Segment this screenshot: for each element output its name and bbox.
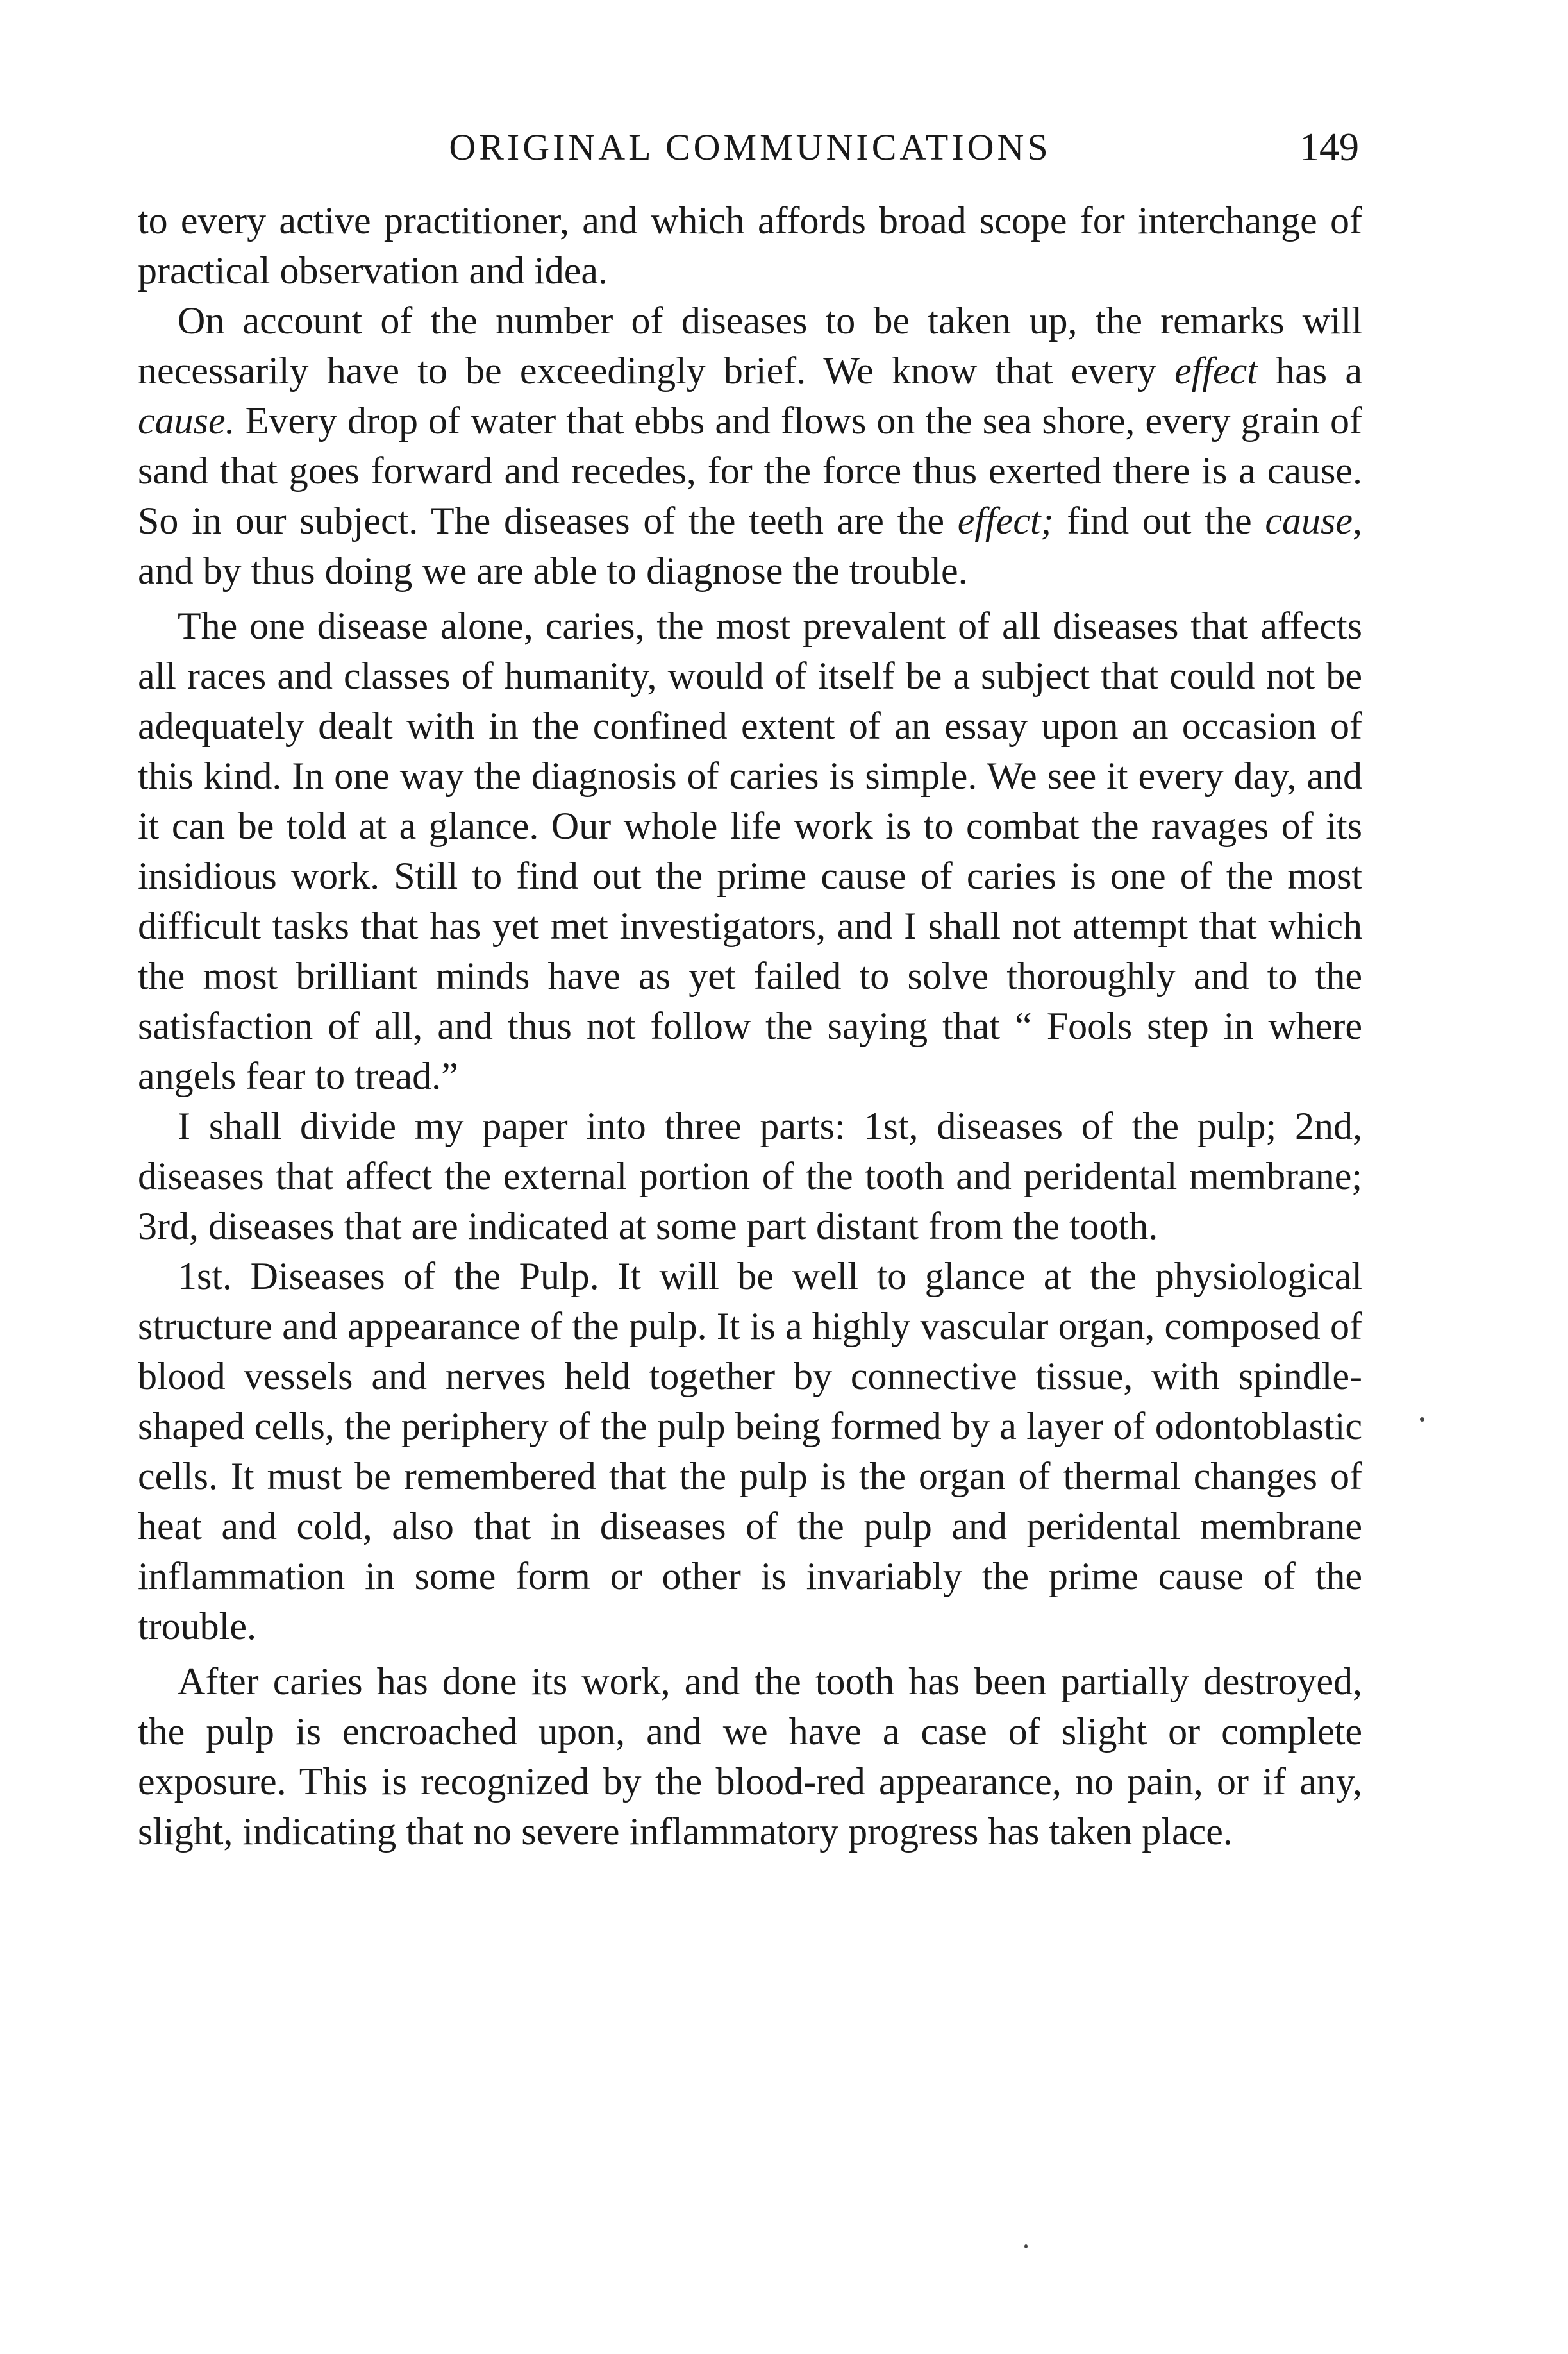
paragraph [138,601,1362,1101]
paragraph [138,1101,1362,1251]
text-run: After caries has done its work, and the tooth has been partially destroyed, the pulp is encroached upon, and we have a case of slight or complete exposure. This is recognized by the blood-red appearance, no pain, or if any, slight, indicating that no severe inflammatory progress has taken place. [138,1660,1362,1853]
italic-text: cause, [1265,500,1362,542]
italic-text: effect [1174,349,1258,392]
text-run: 1st. Diseases of the Pulp. It will be well to glance at the physiological structure and appearance of the pulp. It is a highly vascular organ, composed of blood vessels and nerves held together by connective tissue, with spindle-shaped cells, the periphery of the pulp being formed by a layer of odontoblastic cells. It must be remembered that the pulp is the organ of thermal changes of heat and cold, also that in diseases of the pulp and peridental membrane inflammation in some form or other is invariably the prime cause of the trouble. [138,1255,1362,1647]
paragraph [138,1656,1362,1856]
italic-text: effect; [957,500,1054,542]
paragraph [138,196,1362,296]
text-run: The one disease alone, caries, the most prevalent of all diseases that affects all races and classes of humanity, would of itself be a subject that could not be adequately dealt with in the confined extent of an essay upon an occasion of this kind. In one way the diagnosis of caries is simple. We see it every day, and it can be told at a glance. Our whole life work is to combat the ravages of its insidious work. Still to find out the prime cause of caries is one of the most difficult tasks that has yet met investigators, and I shall not attempt that which the most brilliant minds have as yet failed to solve thoroughly and to the satisfaction of all, and thus not follow the saying that “ Fools step in where angels fear to tread.” [138,605,1362,1097]
scan-speck [1024,2244,1028,2248]
text-run: has a [1257,349,1362,392]
text-run: I shall divide my paper into three parts: 1st, diseases of the pulp; 2nd, diseases that affect the external portion of the tooth and peridental membrane; 3rd, diseases that are indicated at some part distant from the tooth. [138,1105,1362,1247]
text-run: find out the [1053,500,1265,542]
italic-text: cause. [138,399,235,442]
paragraph [138,296,1362,596]
running-head [141,122,1359,173]
text-run: Every drop of water that ebbs and flows on the sea shore, every grain of sand that goes forward and recedes, for the force thus exerted there is a cause. So in our subject. The diseases of the teeth are the [138,399,1362,542]
text-run: and by thus doing we are able to diagnose the trouble. [138,550,968,592]
page-number: 149 [1299,126,1359,169]
scan-speck [1420,1417,1424,1422]
body-text [138,196,1362,1856]
text-run: On account of the number of diseases to be taken up, the remarks will necessarily have to be exceedingly brief. We know that every [138,299,1362,392]
paragraph [138,1251,1362,1651]
text-run: to every active practitioner, and which affords broad scope for interchange of practical observation and idea. [138,199,1362,292]
running-title: ORIGINAL COMMUNICATIONS [449,126,1051,168]
